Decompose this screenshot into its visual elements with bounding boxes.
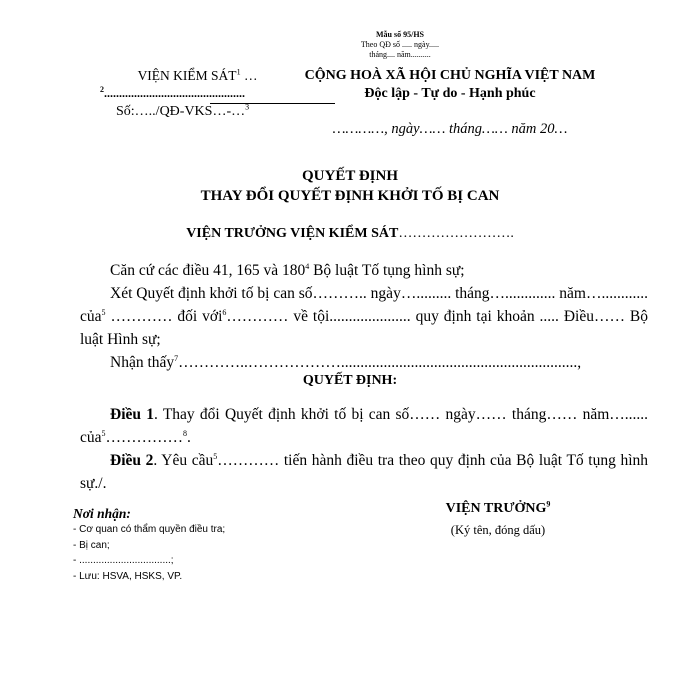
- signature-title: VIỆN TRƯỞNG: [445, 501, 547, 516]
- article-2: [80, 449, 648, 495]
- agency-name-line: [100, 68, 295, 84]
- footnote-ref: 2: [100, 85, 104, 94]
- article-2-text-end: ………… tiến hành điều tra theo quy định của Bộ luật Tố tụng hình sự./.: [80, 452, 648, 492]
- issuer-title: VIỆN TRƯỞNG VIỆN KIỂM SÁT: [186, 226, 399, 241]
- footnote-ref: 4: [305, 261, 310, 271]
- document-number-text: Số:…../QĐ-VKS…-…: [116, 104, 246, 119]
- form-reference: [330, 30, 470, 60]
- decision-body: [80, 259, 648, 374]
- decision-subtitle: THAY ĐỔI QUYẾT ĐỊNH KHỞI TỐ BỊ CAN: [200, 188, 500, 204]
- recipients-block: [73, 506, 333, 584]
- recipient-item: - Cơ quan có thẩm quyền điều tra;: [73, 524, 226, 535]
- national-title: CỘNG HOÀ XÃ HỘI CHỦ NGHĨA VIỆT NAM: [304, 68, 596, 83]
- footnote-ref: 7: [174, 353, 179, 363]
- legal-basis-text-end: Bộ luật Tố tụng hình sự;: [309, 262, 465, 279]
- legal-basis-paragraph: [80, 259, 648, 282]
- footnote-ref: 3: [245, 102, 250, 112]
- recipient-item: - .................................;: [73, 555, 174, 566]
- article-2-text: . Yêu cầu: [153, 452, 214, 469]
- article-1-end: .: [187, 429, 191, 446]
- article-1-label: Điều 1: [110, 406, 154, 423]
- finding-dots: …………..……………….............................................................,: [178, 354, 582, 371]
- recipients-list: [73, 522, 333, 584]
- footnote-ref: 5: [101, 428, 106, 438]
- finding-label: Nhận thấy: [110, 354, 175, 371]
- footnote-ref: 1: [236, 67, 241, 77]
- issuer-line: [0, 226, 700, 242]
- footnote-ref: 5: [213, 451, 218, 461]
- decision-articles: [80, 403, 648, 495]
- agency-sub-name: ...............................................: [104, 86, 245, 100]
- signature-block: [398, 500, 598, 539]
- footnote-ref: 5: [101, 307, 106, 317]
- signature-note: (Ký tên, đóng dấu): [450, 523, 546, 537]
- recipient-item: - Lưu: HSVA, HSKS, VP.: [73, 570, 183, 582]
- footnote-ref: 8: [183, 428, 188, 438]
- consideration-text-2: ………… đối với: [105, 308, 223, 325]
- form-basis-line-2: tháng.... năm..........: [369, 50, 431, 59]
- footnote-ref: 9: [546, 499, 551, 509]
- consideration-text: Xét Quyết định khởi tố bị can số……….. ngày…......... tháng…............. năm…............ của: [80, 285, 648, 325]
- consideration-paragraph: [80, 282, 648, 351]
- legal-basis-text: Căn cứ các điều 41, 165 và 180: [110, 262, 306, 279]
- article-2-label: Điều 2: [110, 452, 154, 469]
- recipient-item: - Bị can;: [73, 539, 110, 551]
- agency-name: VIỆN KIỂM SÁT: [137, 68, 237, 83]
- decision-title: QUYẾT ĐỊNH: [302, 168, 398, 184]
- article-1-text: . Thay đổi Quyết định khởi tố bị can số…… ngày…… tháng…… năm…...... của: [80, 406, 649, 446]
- place-date-line: …………, ngày…… tháng…… năm 20…: [332, 121, 568, 137]
- article-1: [80, 403, 648, 449]
- national-motto: Độc lập - Tự do - Hạnh phúc: [364, 86, 536, 101]
- agency-header: [100, 68, 295, 84]
- form-number: Mẫu số 95/HS: [375, 30, 424, 39]
- signature-title-line: [398, 500, 598, 517]
- agency-name-suffix: …: [240, 68, 258, 83]
- consideration-text-3: ………… về tội..................... quy định tại khoản ..... Điều…… Bộ luật Hình sự;: [80, 308, 649, 348]
- form-basis-line-1: Theo QĐ số ..... ngày.....: [360, 40, 440, 49]
- article-1-dots: ……………: [105, 429, 184, 446]
- issuer-dots: …………………….: [398, 226, 514, 241]
- finding-paragraph: [80, 351, 648, 374]
- footnote-ref: 6: [222, 307, 227, 317]
- recipients-heading: Nơi nhận:: [73, 506, 131, 521]
- document-number: [116, 104, 249, 120]
- decision-heading: QUYẾT ĐỊNH:: [302, 373, 398, 388]
